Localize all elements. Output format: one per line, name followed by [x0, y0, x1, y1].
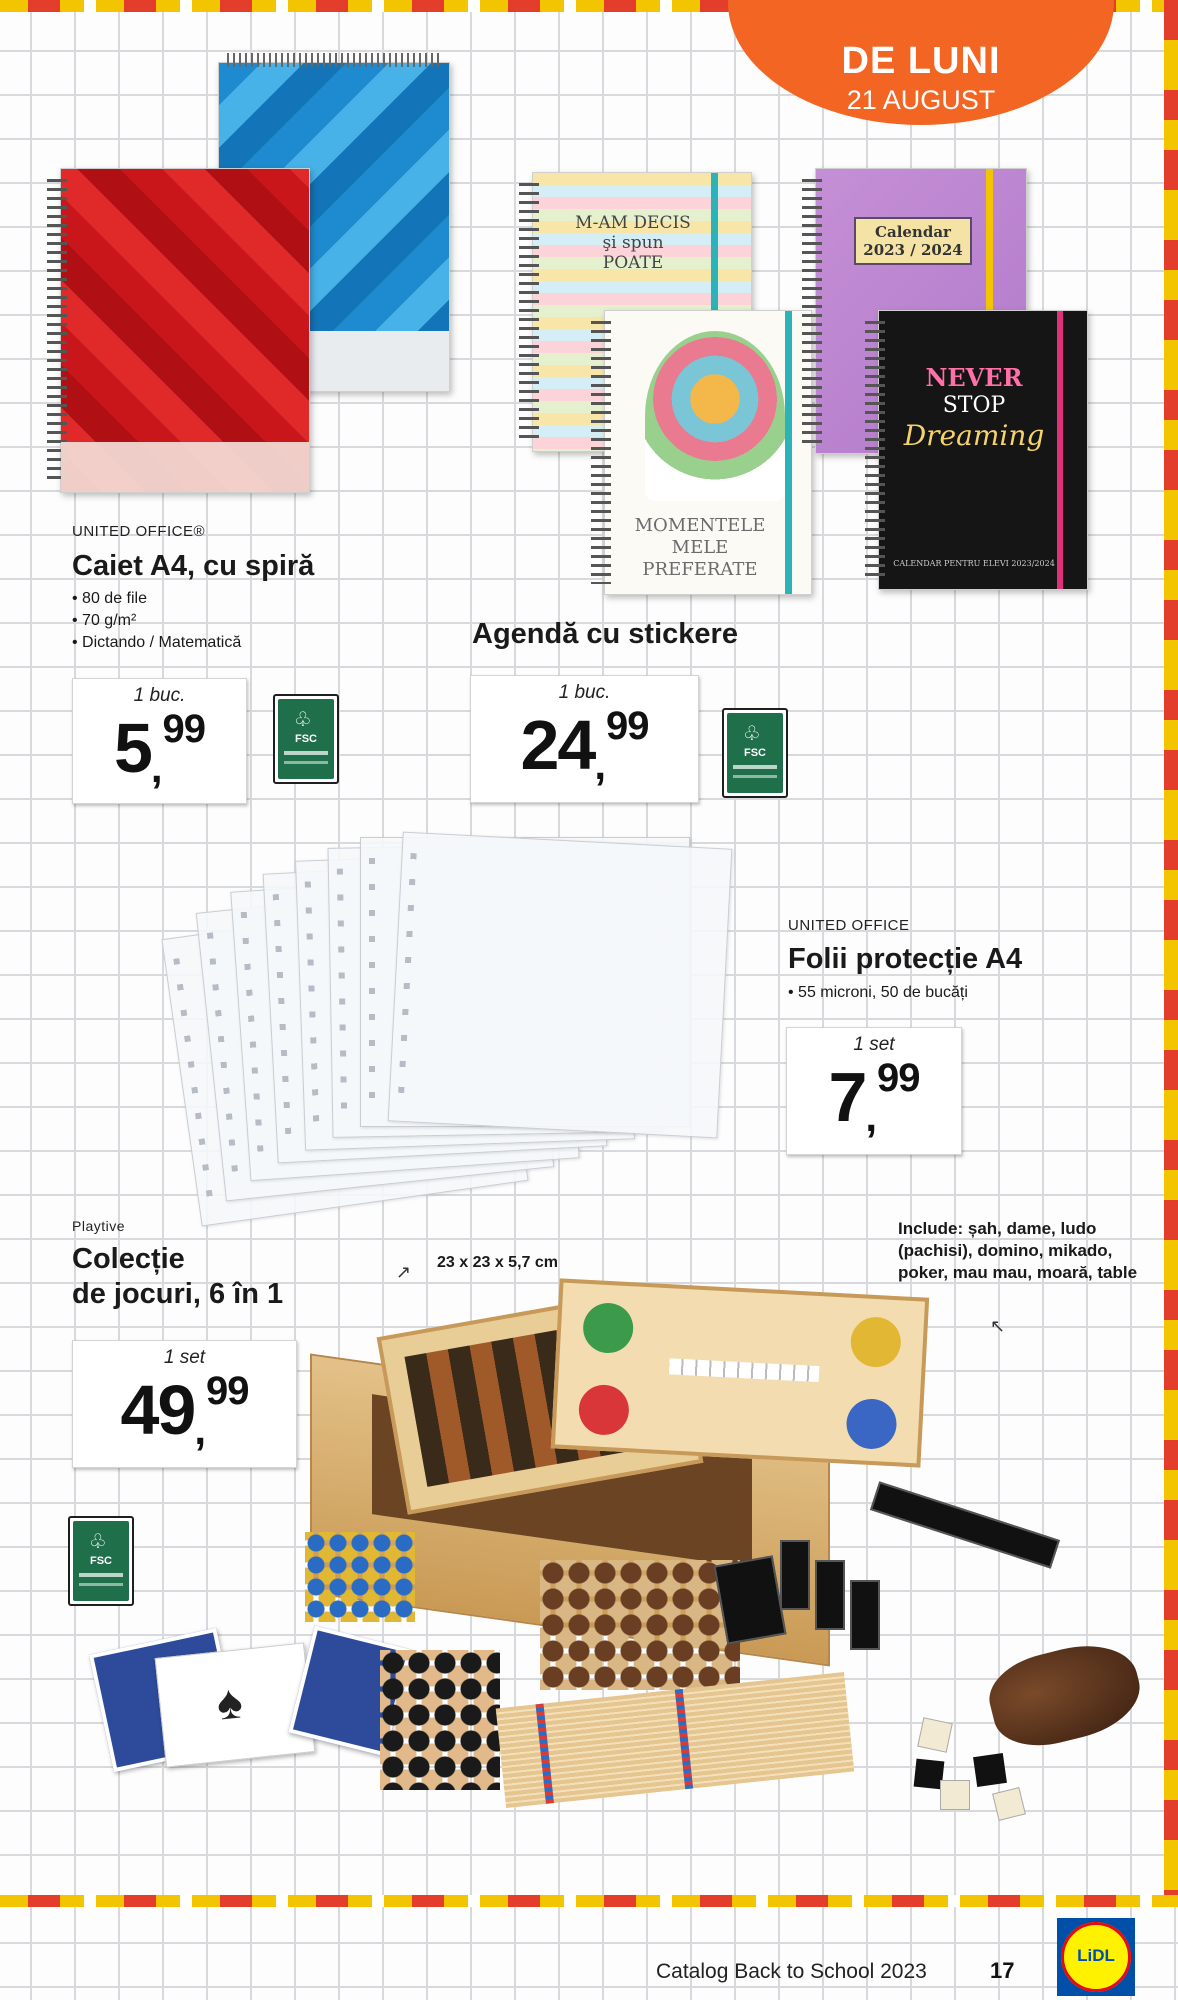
arrow-icon: ↖ [990, 1316, 1006, 1336]
mandala-illustration [645, 331, 785, 501]
page-number: 17 [990, 1958, 1015, 1983]
agenda-cover4-line2: STOP [942, 393, 1006, 418]
agenda-price-dec: 99 [606, 704, 649, 748]
date-badge-day: DE LUNI [841, 40, 1001, 82]
agenda-never-stop-dreaming-image [878, 310, 1088, 590]
fsc-label: FSC [295, 733, 317, 745]
tree-icon: ♧ [743, 723, 761, 745]
dice [992, 1787, 1026, 1821]
folii-price: 7,99 [828, 1056, 920, 1140]
notebook-label-area [61, 442, 309, 492]
ludo-red [578, 1384, 631, 1437]
checkers-pieces [380, 1650, 500, 1790]
dice [973, 1753, 1007, 1787]
folii-bullet: • 55 microni, 50 de bucăți [788, 982, 968, 1004]
dice [917, 1717, 953, 1753]
caiet-bullet: • 70 g/m² [72, 610, 241, 632]
agenda-unit: 1 buc. [558, 682, 611, 703]
fsc-badge [68, 1516, 134, 1606]
folii-price-box [786, 1027, 962, 1155]
dice [940, 1780, 970, 1810]
agenda-cover4-line3: Dreaming [903, 419, 1045, 452]
date-badge [728, 0, 1114, 125]
agenda-spiral [865, 321, 885, 579]
spade-icon: ♠ [214, 1675, 245, 1731]
date-badge-date: 21 AUGUST [846, 85, 996, 115]
caiet-price-dec: 99 [162, 707, 206, 751]
playing-card-ace [155, 1642, 316, 1767]
domino-tiles [720, 1500, 920, 1680]
jocuri-price-int: 49 [120, 1371, 195, 1449]
folii-title: Folii protecție A4 [788, 943, 1023, 975]
calendar-label [854, 217, 972, 265]
agenda-price-box [470, 675, 699, 803]
agenda-spiral [519, 183, 539, 441]
folii-price-int: 7 [828, 1058, 866, 1136]
footer-catalog-name: Catalog Back to School 2023 [656, 1960, 927, 1983]
fsc-badge [273, 694, 339, 784]
caiet-price-int: 5 [113, 709, 151, 787]
arrow-icon: ↗ [396, 1262, 412, 1282]
agenda-cover4-line1: NEVER [925, 363, 1023, 392]
caiet-title: Caiet A4, cu spiră [72, 550, 315, 582]
folii-unit: 1 set [853, 1034, 895, 1055]
tree-icon: ♧ [89, 1531, 107, 1553]
red-notebook-image [60, 168, 310, 493]
caiet-price-box [72, 678, 247, 804]
fsc-badge [722, 708, 788, 798]
caiet-bullet: • Dictando / Matematică [72, 632, 241, 654]
chess-pieces [540, 1560, 740, 1690]
agenda-price-int: 24 [520, 706, 595, 784]
caiet-price: 5,99 [113, 707, 206, 791]
dice-cup [981, 1633, 1148, 1757]
ludo-board [551, 1278, 929, 1467]
plastic-sleeves-image [180, 835, 740, 1205]
notebook-spiral [47, 179, 67, 482]
caiet-bullets [72, 588, 241, 654]
jocuri-price-box [72, 1340, 297, 1468]
ludo-track [669, 1358, 820, 1382]
ludo-pegs [305, 1532, 415, 1622]
mikado-sticks [496, 1672, 855, 1808]
ludo-blue [845, 1398, 898, 1451]
domino [780, 1540, 810, 1610]
agenda-price: 24,99 [520, 704, 649, 788]
jocuri-title-line2: de jocuri, 6 în 1 [72, 1278, 284, 1310]
jocuri-brand: Playtive [72, 1218, 126, 1234]
ludo-yellow [850, 1316, 903, 1369]
jocuri-dimensions: 23 x 23 x 5,7 cm [437, 1254, 558, 1271]
agenda-elastic [1057, 311, 1063, 589]
caiet-unit: 1 buc. [133, 685, 186, 706]
sleeve [388, 832, 733, 1139]
agenda-cover3-text: Calendar 2023 / 2024 [863, 223, 963, 259]
agenda-title: Agendă cu stickere [472, 618, 738, 650]
jocuri-price-dec: 99 [206, 1369, 249, 1413]
agenda-spiral [591, 321, 611, 584]
folii-price-dec: 99 [877, 1056, 920, 1100]
fsc-label: FSC [744, 747, 766, 759]
agenda-cover4-footer: CALENDAR PENTRU ELEVI 2023/2024 [893, 559, 1055, 568]
folii-brand: UNITED OFFICE [788, 917, 910, 934]
jocuri-price: 49,99 [120, 1369, 249, 1453]
bottom-decorative-border [0, 1895, 1178, 1907]
caiet-brand: UNITED OFFICE® [72, 523, 206, 540]
domino [714, 1555, 787, 1644]
jocuri-title-line1: Colecție [72, 1243, 185, 1275]
folii-bullets [788, 982, 968, 1004]
domino [850, 1580, 880, 1650]
right-decorative-border [1164, 0, 1178, 1907]
agenda-mandala-image [604, 310, 812, 595]
mikado-stripes [675, 1689, 693, 1789]
lidl-logo [1057, 1918, 1135, 1996]
jocuri-unit: 1 set [163, 1347, 206, 1368]
ludo-green [582, 1302, 635, 1355]
agenda-elastic [785, 311, 792, 594]
agenda-spiral [802, 179, 822, 443]
notebook-spiral [227, 53, 441, 67]
fsc-label: FSC [90, 1555, 112, 1567]
tree-icon: ♧ [294, 709, 312, 731]
caiet-bullet: • 80 de file [72, 588, 241, 610]
jocuri-includes: Include: șah, dame, ludo (pachisi), domino, mikado, poker, mau mau, moară, table [898, 1219, 1138, 1282]
mikado-stripes [536, 1704, 554, 1804]
lidl-logo-text: LiDL [1077, 1946, 1115, 1965]
agenda-cover1-text: M-AM DECIS şi spun POATE [575, 213, 691, 273]
domino [815, 1560, 845, 1630]
agenda-cover2-text: MOMENTELE MELE PREFERATE [634, 515, 766, 580]
